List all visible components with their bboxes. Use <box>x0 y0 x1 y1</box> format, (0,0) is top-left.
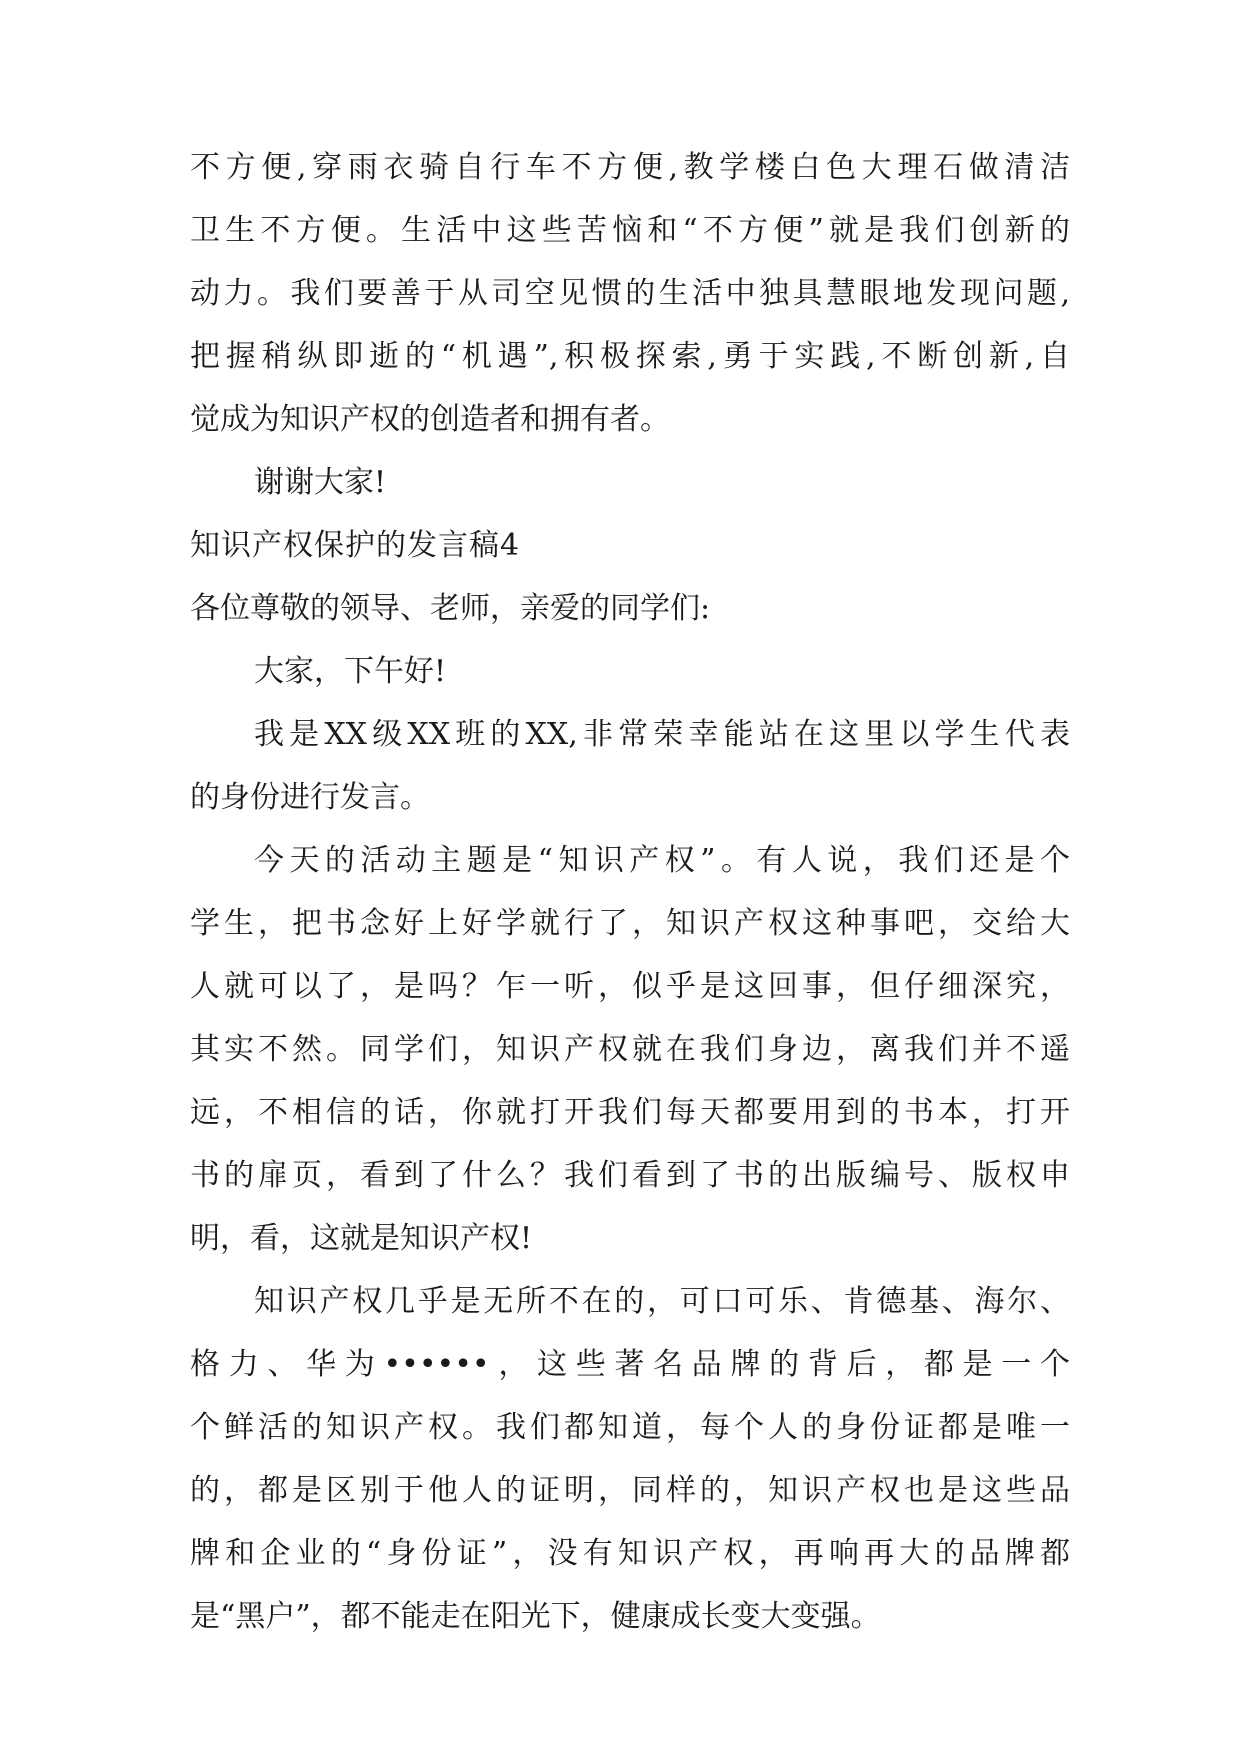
greeting: 大家，下午好! <box>254 654 447 689</box>
section-heading: 知识产权保护的发言稿4 <box>190 528 521 563</box>
paragraph-line: 今天的活动主题是“知识产权”。有人说，我们还是个 <box>254 843 1070 878</box>
paragraph-line: 格力、华为••••••，这些著名品牌的背后，都是一个 <box>190 1347 1070 1382</box>
paragraph-line: 是“黑户”，都不能走在阳光下，健康成长变大变强。 <box>190 1599 881 1634</box>
paragraph-line: 其实不然。同学们，知识产权就在我们身边，离我们并不遥 <box>190 1032 1070 1067</box>
paragraph-line: 知识产权几乎是无所不在的，可口可乐、肯德基、海尔、 <box>254 1284 1070 1319</box>
paragraph-line: 学生，把书念好上好学就行了，知识产权这种事吧，交给大 <box>190 906 1070 941</box>
paragraph-line: 的，都是区别于他人的证明，同样的，知识产权也是这些品 <box>190 1473 1070 1508</box>
paragraph-line: 个鲜活的知识产权。我们都知道，每个人的身份证都是唯一 <box>190 1410 1070 1445</box>
paragraph-line: 书的扉页，看到了什么？我们看到了书的出版编号、版权申 <box>190 1158 1070 1193</box>
paragraph-line: 卫生不方便。生活中这些苦恼和“不方便”就是我们创新的 <box>190 213 1070 248</box>
paragraph-line: 的身份进行发言。 <box>190 780 430 815</box>
paragraph-line: 明，看，这就是知识产权! <box>190 1221 533 1256</box>
paragraph-line: 我是XX级XX班的XX,非常荣幸能站在这里以学生代表 <box>254 717 1070 752</box>
paragraph-line: 不方便,穿雨衣骑自行车不方便,教学楼白色大理石做清洁 <box>190 150 1070 185</box>
paragraph-line: 觉成为知识产权的创造者和拥有者。 <box>190 402 670 437</box>
closing-thanks: 谢谢大家! <box>254 465 387 500</box>
paragraph-line: 把握稍纵即逝的“机遇”,积极探索,勇于实践,不断创新,自 <box>190 339 1070 374</box>
paragraph-line: 动力。我们要善于从司空见惯的生活中独具慧眼地发现问题, <box>190 276 1070 311</box>
paragraph-line: 牌和企业的“身份证”，没有知识产权，再响再大的品牌都 <box>190 1536 1070 1571</box>
paragraph-line: 远，不相信的话，你就打开我们每天都要用到的书本，打开 <box>190 1095 1070 1130</box>
paragraph-line: 人就可以了，是吗？乍一听，似乎是这回事，但仔细深究， <box>190 969 1070 1004</box>
salutation: 各位尊敬的领导、老师，亲爱的同学们: <box>190 591 711 626</box>
